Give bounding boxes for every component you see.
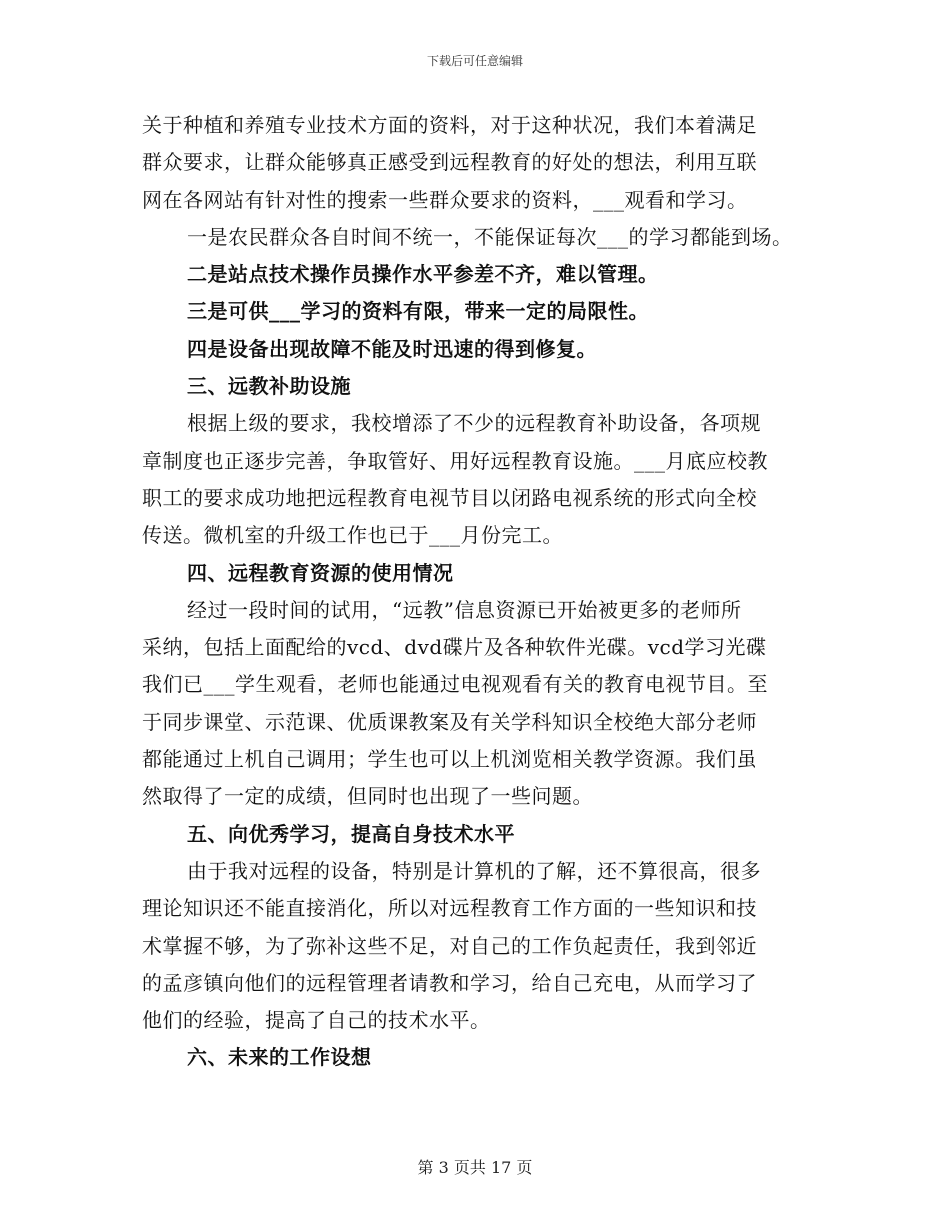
section-heading: 四、远程教育资源的使用情况 [187, 560, 454, 585]
section-heading: 三、远教补助设施 [187, 374, 351, 399]
paragraph-line: 传送。微机室的升级工作也已于___月份完工。 [142, 523, 563, 548]
paragraph-line: 然取得了一定的成绩，但同时也出现了一些问题。 [142, 784, 593, 809]
bold-point: 二是站点技术操作员操作水平参差不齐，难以管理。 [187, 262, 659, 287]
paragraph-line: 经过一段时间的试用，“远教”信息资源已开始被更多的老师所 [187, 597, 742, 622]
paragraph-line: 一是农民群众各自时间不统一，不能保证每次___的学习都能到场。 [187, 224, 793, 249]
bold-point: 三是可供___学习的资料有限，带来一定的局限性。 [187, 299, 649, 324]
bold-point: 四是设备出现故障不能及时迅速的得到修复。 [187, 336, 597, 361]
paragraph-line: 理论知识还不能直接消化，所以对远程教育工作方面的一些知识和技 [142, 896, 757, 921]
paragraph-line: 关于种植和养殖专业技术方面的资料，对于这种状况，我们本着满足 [142, 113, 757, 137]
paragraph-line: 群众要求，让群众能够真正感受到远程教育的好处的想法，利用互联 [142, 150, 757, 175]
paragraph-line: 根据上级的要求，我校增添了不少的远程教育补助设备，各项规 [187, 411, 761, 436]
paragraph-line: 的孟彦镇向他们的远程管理者请教和学习，给自己充电，从而学习了 [142, 970, 757, 995]
document-body [142, 107, 812, 1077]
paragraph-line: 网在各网站有针对性的搜索一些群众要求的资料，___观看和学习。 [142, 187, 748, 212]
page-header: 下载后可任意编辑 [426, 54, 523, 68]
section-heading: 六、未来的工作设想 [187, 1045, 372, 1070]
paragraph-line: 于同步课堂、示范课、优质课教案及有关学科知识全校绝大部分老师 [142, 709, 757, 734]
paragraph-line: 术掌握不够，为了弥补这些不足，对自己的工作负起责任，我到邻近 [142, 933, 757, 958]
paragraph-line: 章制度也正逐步完善，争取管好、用好远程教育设施。___月底应校教 [142, 448, 768, 473]
paragraph-line: 我们已___学生观看，老师也能通过电视观看有关的教育电视节目。至 [142, 672, 768, 697]
paragraph-line: 采纳，包括上面配给的vcd、dvd碟片及各种软件光碟。vcd学习光碟 [142, 635, 767, 660]
paragraph-line: 由于我对远程的设备，特别是计算机的了解，还不算很高，很多 [187, 858, 761, 883]
paragraph-line: 职工的要求成功地把远程教育电视节目以闭路电视系统的形式向全校 [142, 485, 757, 510]
section-heading: 五、向优秀学习，提高自身技术水平 [187, 821, 515, 846]
paragraph-line: 他们的经验，提高了自己的技术水平。 [142, 1008, 491, 1033]
page-footer: 第 3 页共 17 页 [417, 1158, 533, 1177]
paragraph-line: 都能通过上机自己调用；学生也可以上机浏览相关教学资源。我们虽 [142, 747, 757, 772]
